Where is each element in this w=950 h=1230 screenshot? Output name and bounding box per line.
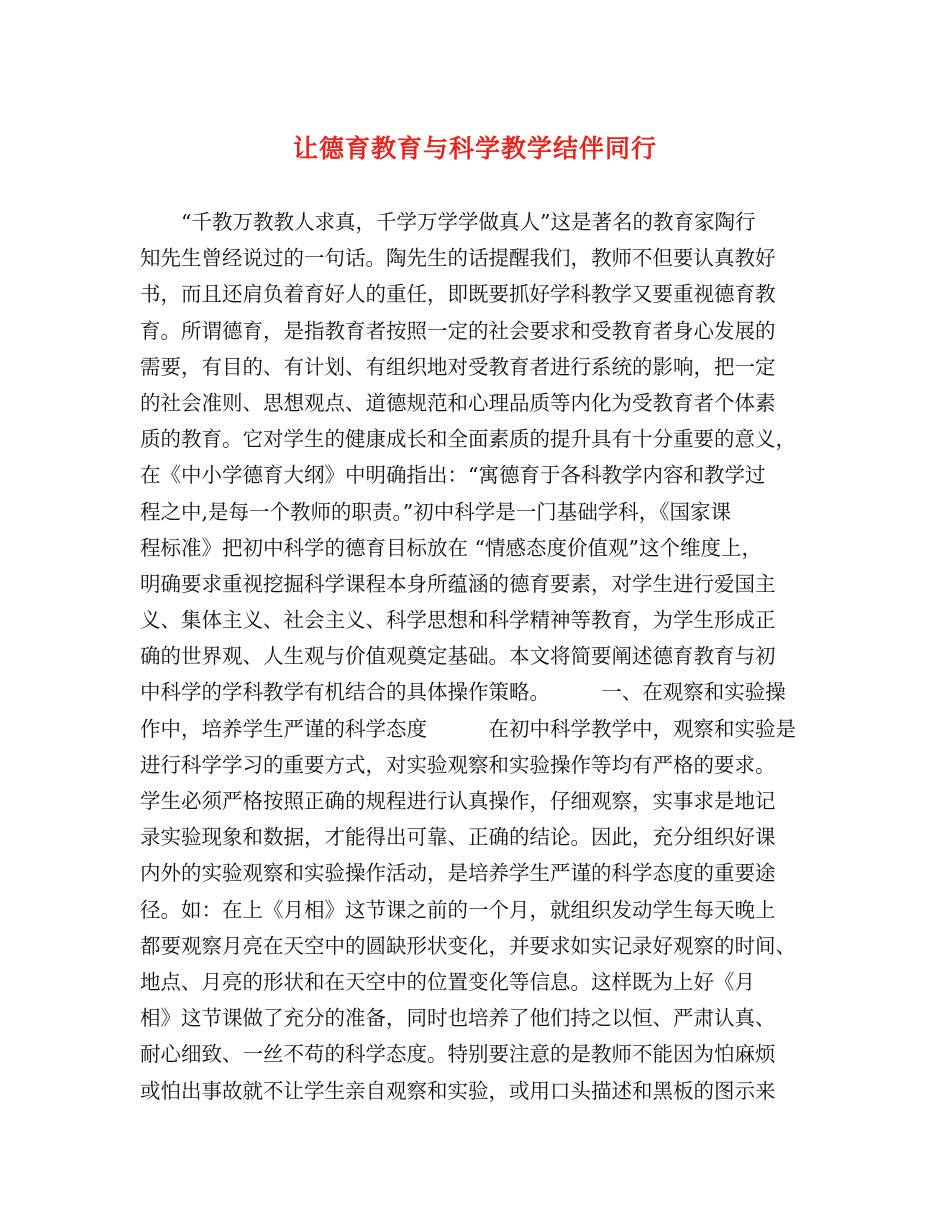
body-line: 都要观察月亮在天空中的圆缺形状变化，并要求如实记录好观察的时间、 [140, 933, 796, 958]
document-body [140, 204, 820, 1109]
body-line: 程之中,是每一个教师的职责。”初中科学是一门基础学科，《国家课 [140, 499, 731, 524]
body-line: 进行科学学习的重要方式，对实验观察和实验操作等均有严格的要求。 [140, 752, 776, 777]
body-line: 学生必须严格按照正确的规程进行认真操作，仔细观察，实事求是地记 [140, 789, 776, 813]
body-line: 作中，培养学生严谨的科学态度 在初中科学教学中，观察和实验是 [140, 716, 796, 741]
body-line: 知先生曾经说过的一句话。陶先生的话提醒我们，教师不但要认真教好 [140, 246, 776, 271]
body-line: 地点、月亮的形状和在天空中的位置变化等信息。这样既为上好《月 [140, 969, 755, 994]
body-line: 程标准》把初中科学的德育目标放在 “情感态度价值观”这个维度上， [140, 535, 762, 560]
body-line: 内外的实验观察和实验操作活动，是培养学生严谨的科学态度的重要途 [140, 861, 776, 886]
document-title: 让德育教育与科学教学结伴同行 [292, 134, 657, 163]
body-line: 明确要求重视挖掘科学课程本身所蕴涵的德育要素，对学生进行爱国主 [140, 571, 776, 596]
body-line: 径。如：在上《月相》这节课之前的一个月，就组织发动学生每天晚上 [140, 897, 776, 922]
body-line: 相》这节课做了充分的准备，同时也培养了他们持之以恒、严肃认真、 [140, 1006, 776, 1031]
body-line: “千教万教教人求真，千学万学学做真人”这是著名的教育家陶行 [140, 210, 756, 234]
body-line: 需要，有目的、有计划、有组织地对受教育者进行系统的影响，把一定 [140, 354, 776, 379]
body-line: 质的教育。它对学生的健康成长和全面素质的提升具有十分重要的意义， [140, 427, 796, 452]
body-line: 耐心细致、一丝不苟的科学态度。特别要注意的是教师不能因为怕麻烦 [140, 1042, 776, 1067]
body-line: 确的世界观、人生观与价值观奠定基础。本文将简要阐述德育教育与初 [140, 644, 776, 669]
body-line: 育。所谓德育，是指教育者按照一定的社会要求和受教育者身心发展的 [140, 318, 776, 343]
body-line: 的社会准则、思想观点、道德规范和心理品质等内化为受教育者个体素 [140, 390, 776, 415]
body-line: 录实验现象和数据，才能得出可靠、正确的结论。因此，充分组织好课 [140, 825, 776, 850]
body-line: 书，而且还肩负着育好人的重任，即既要抓好学科教学又要重视德育教 [140, 282, 776, 307]
body-line: 或怕出事故就不让学生亲自观察和实验，或用口头描述和黑板的图示来 [140, 1078, 776, 1103]
body-line: 义、集体主义、社会主义、科学思想和科学精神等教育，为学生形成正 [140, 608, 776, 633]
body-line: 中科学的学科教学有机结合的具体操作策略。 一、在观察和实验操 [140, 680, 786, 705]
body-line: 在《中小学德育大纲》中明确指出：“寓德育于各科教学内容和教学过 [140, 463, 766, 488]
